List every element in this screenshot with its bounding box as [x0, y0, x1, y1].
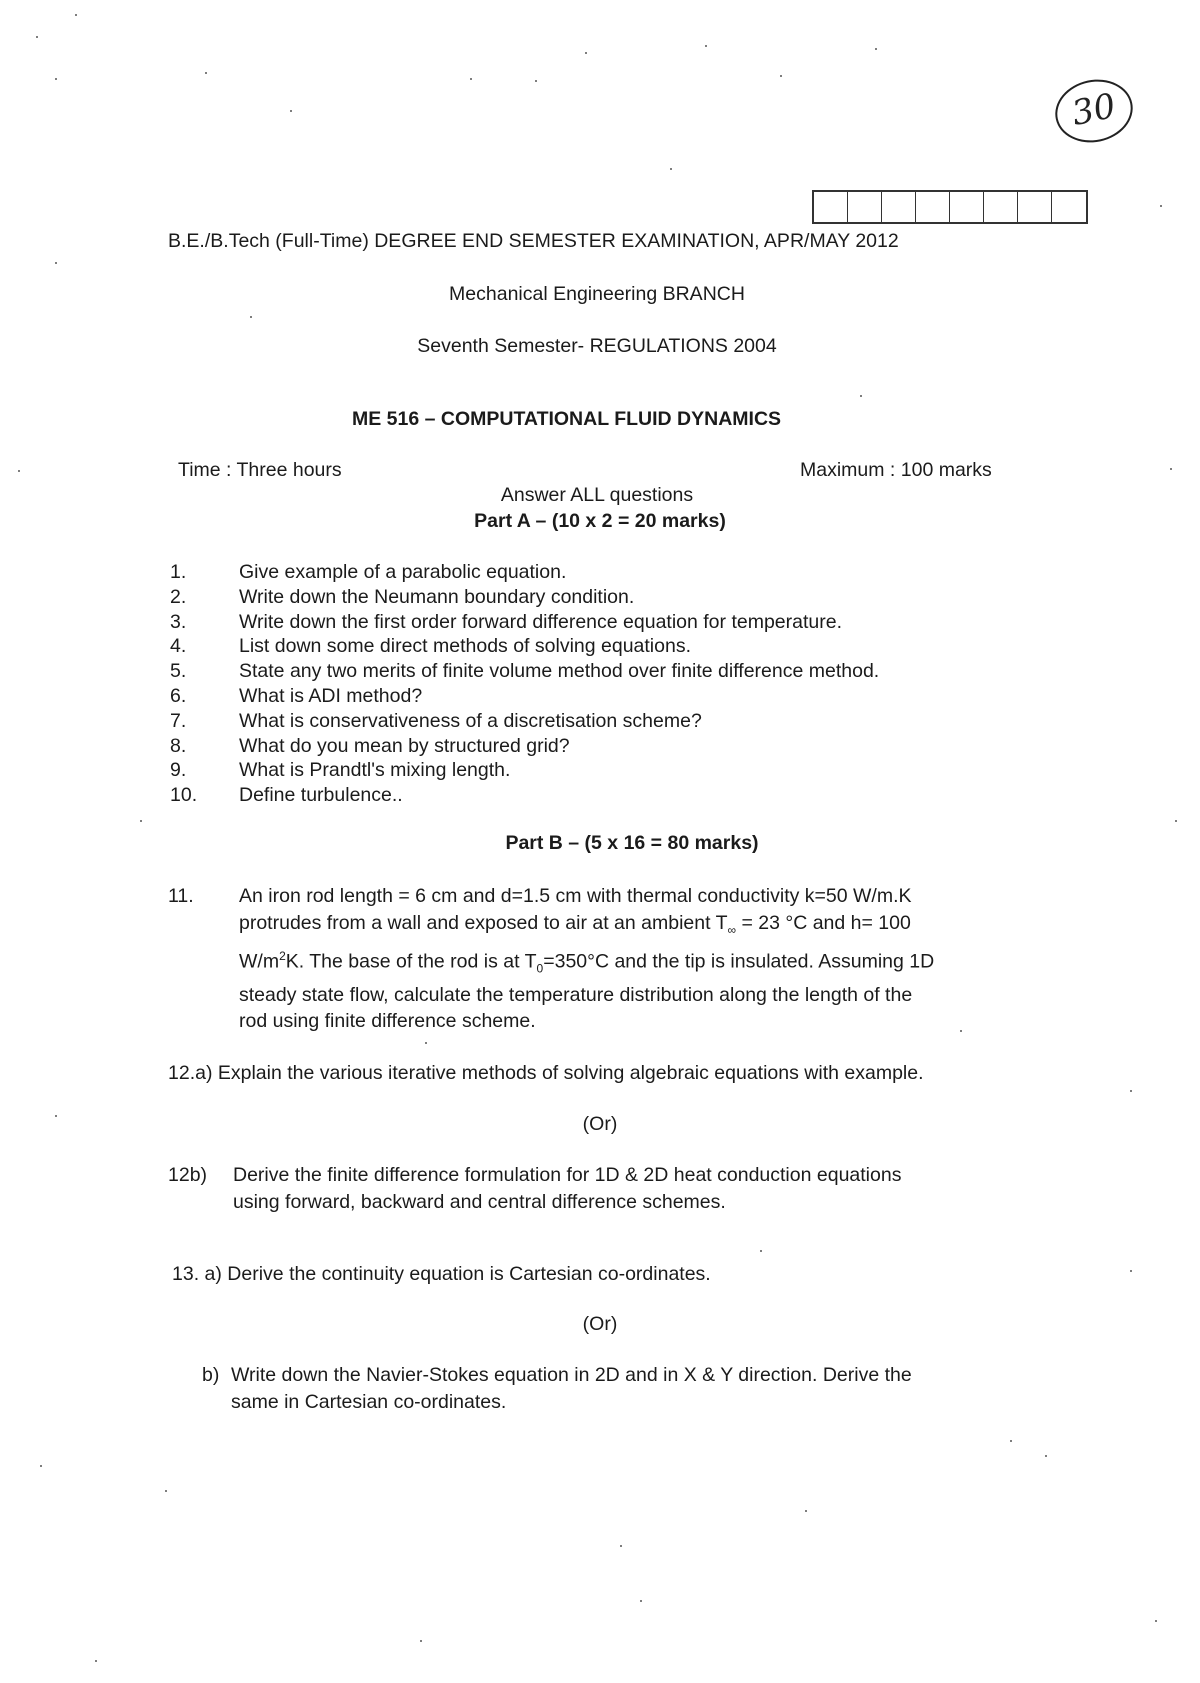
register-digit-box	[814, 192, 848, 222]
question-number: 7.	[170, 709, 187, 732]
question-number: 12b)	[168, 1164, 208, 1186]
course-title: ME 516 – COMPUTATIONAL FLUID DYNAMICS	[352, 408, 782, 430]
question-text: What is conservativeness of a discretisation scheme?	[239, 709, 702, 732]
question-text: State any two merits of finite volume method over finite difference method.	[239, 660, 880, 683]
question-number: 6.	[170, 684, 187, 707]
semester-line: Seventh Semester- REGULATIONS 2004	[417, 335, 777, 357]
question-number: 9.	[170, 759, 187, 782]
q13b-line-1: Write down the Navier-Stokes equation in 2D and in X & Y direction. Derive the	[231, 1364, 912, 1386]
list-item	[170, 560, 879, 585]
question-text: Write down the first order forward difference equation for temperature.	[239, 610, 842, 633]
q12b-line-2: using forward, backward and central difference schemes.	[233, 1190, 726, 1213]
question-text	[233, 1162, 901, 1215]
register-number-boxes	[812, 190, 1088, 224]
page-number-circled: 30	[1049, 73, 1138, 150]
question-13b	[202, 1362, 1052, 1422]
list-item	[170, 709, 879, 734]
list-item	[170, 610, 879, 635]
branch-line: Mechanical Engineering BRANCH	[449, 283, 745, 305]
question-number: 12.a)	[168, 1062, 213, 1084]
list-item	[170, 734, 879, 759]
question-number: 11.	[168, 885, 194, 907]
question-number: 3.	[170, 610, 187, 633]
question-text: Derive the continuity equation is Cartesian co-ordinates.	[227, 1263, 711, 1285]
q11-line-2: protrudes from a wall and exposed to air at an ambient $T_\infty = 23$ °C and h= 100	[239, 911, 911, 937]
register-digit-box	[1052, 192, 1086, 222]
question-text: Define turbulence..	[239, 784, 403, 807]
question-number: 8.	[170, 734, 187, 757]
q11-line-5: rod using finite difference scheme.	[239, 1010, 536, 1033]
list-item	[170, 634, 879, 659]
question-number: b)	[202, 1364, 220, 1386]
question-text: Write down the Neumann boundary condition.	[239, 585, 635, 608]
question-number: 10.	[170, 784, 198, 807]
question-number: 5.	[170, 660, 187, 683]
question-12b	[168, 1162, 1068, 1222]
question-11	[168, 883, 1068, 1033]
question-text: Explain the various iterative methods of solving algebraic equations with example.	[217, 1062, 924, 1084]
list-item	[170, 758, 879, 783]
question-text: List down some direct methods of solving equations.	[239, 635, 691, 658]
question-13a	[172, 1263, 711, 1286]
register-digit-box	[916, 192, 950, 222]
q11-line-1: An iron rod length = 6 cm and d=1.5 cm with thermal conductivity k=50 W/m.K	[239, 885, 912, 907]
question-number: 2.	[170, 585, 187, 608]
question-number: 13. a)	[172, 1263, 222, 1285]
question-text: What do you mean by structured grid?	[239, 734, 570, 757]
part-a-heading: Part A – (10 x 2 = 20 marks)	[474, 510, 726, 532]
list-item	[170, 783, 879, 808]
register-digit-box	[984, 192, 1018, 222]
q11-line-4: steady state flow, calculate the temperature distribution along the length of the	[239, 983, 913, 1006]
list-item	[170, 684, 879, 709]
register-digit-box	[882, 192, 916, 222]
register-digit-box	[950, 192, 984, 222]
or-separator: (Or)	[582, 1113, 618, 1135]
question-number: 1.	[170, 561, 187, 583]
question-text	[239, 883, 934, 1035]
q11-line-3: $W/m^2K$. The base of the rod is at $T_0=350^\circ C$ and the tip is insulated. Assuming 1D	[239, 948, 935, 976]
q13b-line-2: same in Cartesian co-ordinates.	[231, 1390, 507, 1413]
register-digit-box	[1018, 192, 1052, 222]
time-allowed: Time : Three hours	[178, 459, 342, 481]
question-text: What is Prandtl's mixing length.	[239, 759, 511, 782]
maximum-marks: Maximum : 100 marks	[800, 459, 992, 481]
question-text	[231, 1362, 912, 1415]
question-number: 4.	[170, 635, 187, 658]
or-separator: (Or)	[582, 1313, 618, 1335]
part-b-heading: Part B – (5 x 16 = 80 marks)	[505, 832, 759, 854]
exam-title: B.E./B.Tech (Full-Time) DEGREE END SEMESTER EXAMINATION, APR/MAY 2012	[168, 230, 899, 252]
list-item	[170, 585, 879, 610]
q12b-line-1: Derive the finite difference formulation for 1D & 2D heat conduction equations	[233, 1164, 902, 1186]
question-text: What is ADI method?	[239, 684, 423, 707]
part-a-question-list	[170, 560, 879, 808]
question-12a	[168, 1062, 924, 1085]
register-digit-box	[848, 192, 882, 222]
instruction: Answer ALL questions	[500, 484, 694, 506]
list-item	[170, 659, 879, 684]
question-text: Give example of a parabolic equation.	[239, 561, 567, 583]
